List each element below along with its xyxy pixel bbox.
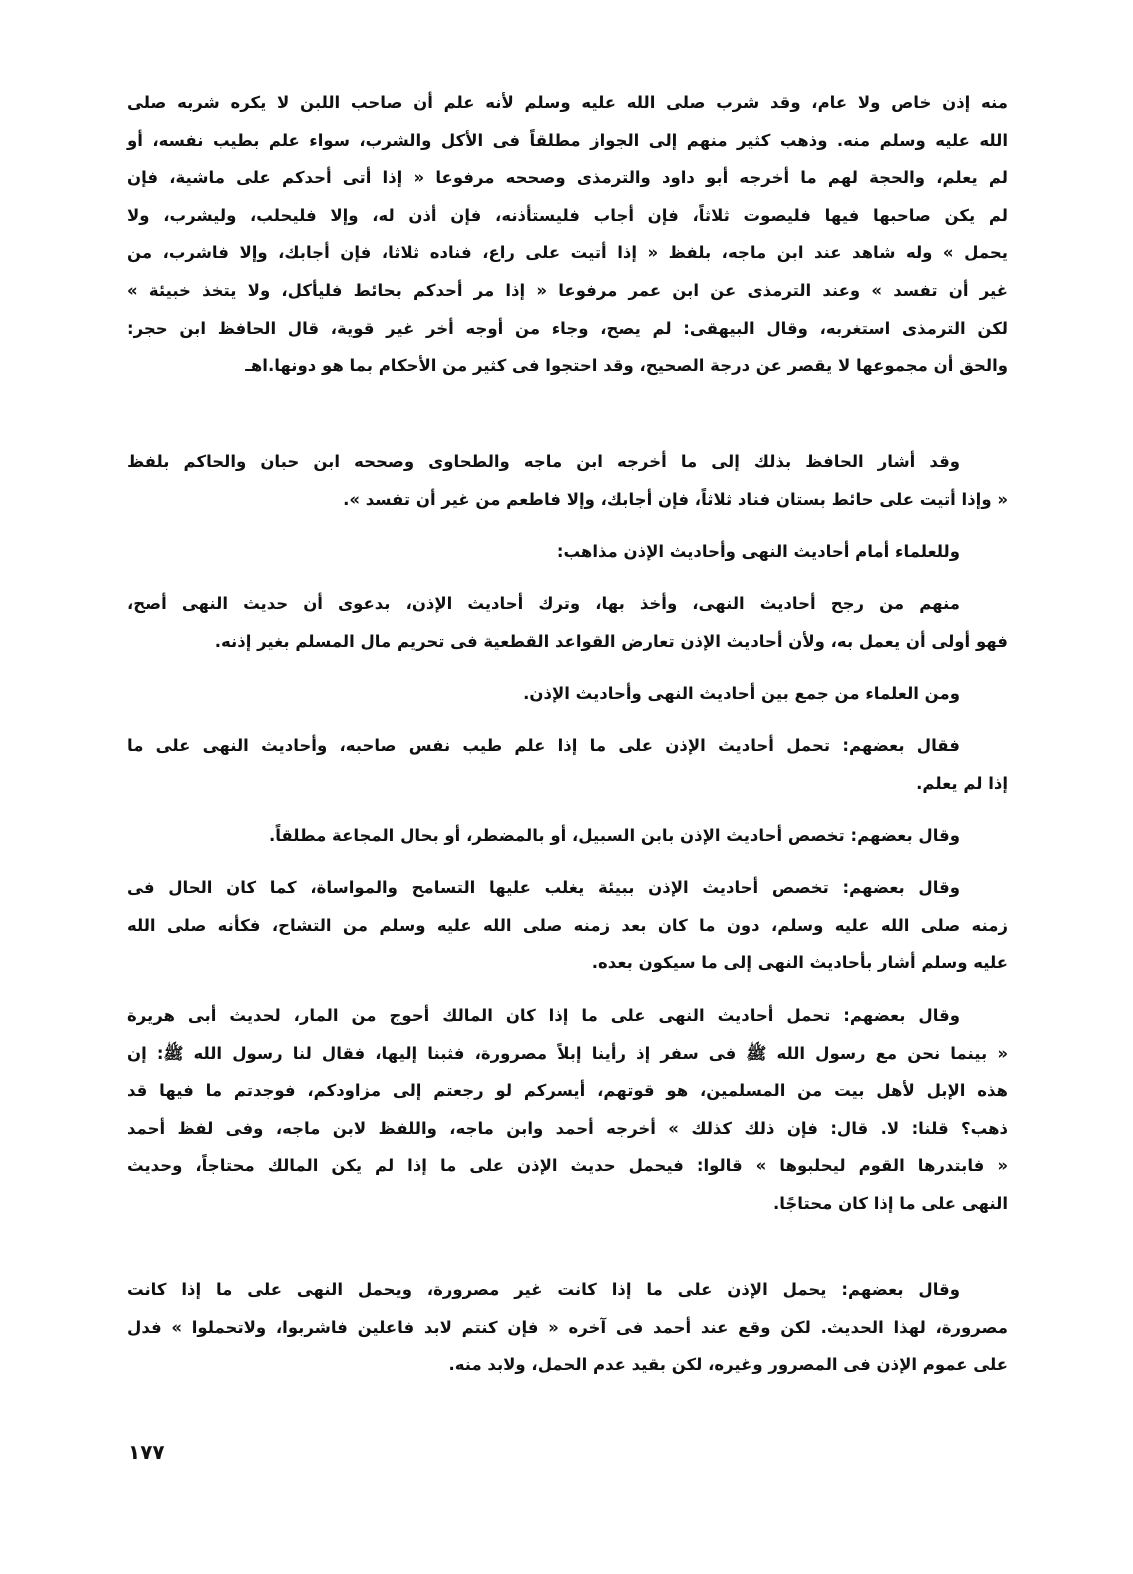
paragraph xyxy=(127,1271,1008,1384)
paragraph xyxy=(127,869,1008,982)
text-line: « بينما نحن مع رسول الله ﷺ فى سفر إذ رأينا إبلاً مصرورة، فثبنا إليها، فقال لنا رسول الله ﷺ: إن xyxy=(127,1043,1008,1063)
paragraph xyxy=(127,84,1008,385)
text-line: هذه الإبل لأهل بيت من المسلمين، هو قوتهم، أيسركم لو رجعتم إلى مزاودكم، فوجدتم ما فيها قد xyxy=(127,1081,1008,1101)
text-line: لكن الترمذى استغربه، وقال البيهقى: لم يصح، وجاء من أوجه أخر غير قوية، قال الحافظ ابن حجر: xyxy=(127,318,1008,338)
text-line: غير أن تفسد » وعند الترمذى عن ابن عمر مرفوعا « إذا مر أحدكم بحائط فليأكل، ولا يتخذ خبيئة » xyxy=(127,280,1008,300)
paragraph xyxy=(127,675,1008,713)
text-line: وقال بعضهم: تحمل أحاديث النهى على ما إذا كان المالك أحوج من المار، لحديث أبى هريرة xyxy=(127,1006,960,1025)
text-line: مصرورة، لهذا الحديث. لكن وقع عند أحمد فى آخره « فإن كنتم لابد فاعلين فاشربوا، ولاتحملوا » فدل xyxy=(127,1317,1008,1337)
text-line: وقال بعضهم: تخصص أحاديث الإذن ببيئة يغلب عليها التسامح والمواساة، كما كان الحال فى xyxy=(127,878,960,897)
text-line: وللعلماء أمام أحاديث النهى وأحاديث الإذن مذاهب: xyxy=(556,542,960,561)
text-line: منه إذن خاص ولا عام، وقد شرب صلى الله عليه وسلم لأنه علم أن صاحب اللبن لا يكره شربه صلى xyxy=(127,93,1008,112)
text-line: منهم من رجح أحاديث النهى، وأخذ بها، وترك أحاديث الإذن، بدعوى أن حديث النهى أصح، xyxy=(127,594,960,613)
text-line: وقال بعضهم: تخصص أحاديث الإذن بابن السبيل، أو بالمضطر، أو بحال المجاعة مطلقاً. xyxy=(268,826,960,845)
text-line: زمنه صلى الله عليه وسلم، دون ما كان بعد زمنه صلى الله عليه وسلم من التشاح، فكأنه صلى الله xyxy=(127,915,1008,935)
paragraph xyxy=(127,727,1008,802)
text-line: « فابتدرها القوم ليحلبوها » قالوا: فيحمل حديث الإذن على ما إذا لم يكن المالك محتاجاً، وحديث xyxy=(127,1156,1008,1176)
text-line: ومن العلماء من جمع بين أحاديث النهى وأحاديث الإذن. xyxy=(523,684,960,703)
text-line: « وإذا أتيت على حائط بستان فناد ثلاثاً، فإن أجابك، وإلا فاطعم من غير أن تفسد ». xyxy=(343,489,1008,509)
text-line: إذا لم يعلم. xyxy=(916,773,1008,793)
paragraph xyxy=(127,817,1008,855)
text-line: والحق أن مجموعها لا يقصر عن درجة الصحيح، وقد احتجوا فى كثير من الأحكام بما هو دونها.اهـ xyxy=(245,356,1008,376)
paragraph xyxy=(127,443,1008,518)
paragraph xyxy=(127,585,1008,660)
text-line: فقال بعضهم: تحمل أحاديث الإذن على ما إذا علم طيب نفس صاحبه، وأحاديث النهى على ما xyxy=(127,736,960,755)
text-line: لم يعلم، والحجة لهم ما أخرجه أبو داود والترمذى وصححه مرفوعا « إذا أتى أحدكم على ماشية، فإن xyxy=(127,168,1008,188)
text-line: وقال بعضهم: يحمل الإذن على ما إذا كانت غير مصرورة، ويحمل النهى على ما إذا كانت xyxy=(127,1280,960,1299)
text-line: لم يكن صاحبها فيها فليصوت ثلاثاً، فإن أجاب فليستأذنه، فإن أذن له، وإلا فليحلب، وليشرب، ولا xyxy=(127,205,1008,225)
text-line: على عموم الإذن فى المصرور وغيره، لكن بقيد عدم الحمل، ولابد منه. xyxy=(448,1355,1008,1375)
text-line: الله عليه وسلم منه. وذهب كثير منهم إلى الجواز مطلقاً فى الأكل والشرب، سواء علم بطيب نفسه، أو xyxy=(127,130,1008,150)
page-number: ١٧٧ xyxy=(128,1440,165,1464)
text-line: عليه وسلم أشار بأحاديث النهى إلى ما سيكون بعده. xyxy=(591,953,1008,973)
text-line: وقد أشار الحافظ بذلك إلى ما أخرجه ابن ماجه والطحاوى وصححه ابن حبان والحاكم بلفظ xyxy=(127,452,960,471)
text-line: فهو أولى أن يعمل به، ولأن أحاديث الإذن تعارض القواعد القطعية فى تحريم مال المسلم بغير إذنه. xyxy=(214,631,1008,651)
paragraph xyxy=(127,533,1008,571)
text-line: ذهب؟ قلنا: لا. قال: فإن ذلك كذلك » أخرجه أحمد وابن ماجه، واللفظ لابن ماجه، وفى لفظ أحمد xyxy=(127,1118,1008,1138)
text-line: يحمل » وله شاهد عند ابن ماجه، بلفظ « إذا أتيت على راع، فناده ثلاثا، فإن أجابك، وإلا فاشرب، من xyxy=(127,243,1008,263)
text-line: النهى على ما إذا كان محتاجًا. xyxy=(772,1193,1008,1213)
paragraph xyxy=(127,997,1008,1223)
